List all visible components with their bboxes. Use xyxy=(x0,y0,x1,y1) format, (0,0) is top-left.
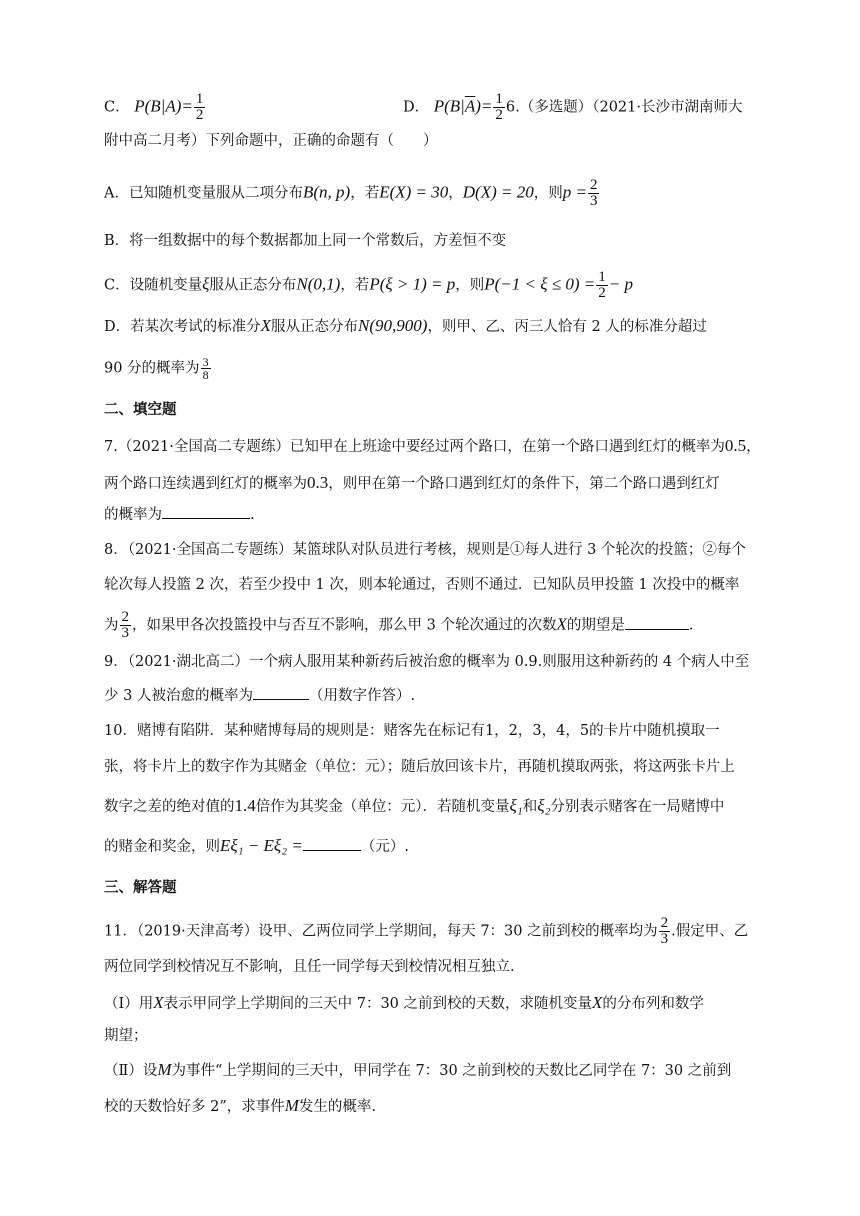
answer-blank[interactable] xyxy=(253,685,309,700)
denominator: 3 xyxy=(589,193,598,209)
math-expr: D(X) = 20 xyxy=(462,182,534,202)
text: ，则甲在第一个路口遇到红灯的条件下，第二个路口遇到红灯 xyxy=(328,476,720,492)
question-header: （多选题）（2021·长沙市湖南师大 xyxy=(519,99,743,116)
math-expr: )= xyxy=(475,96,493,116)
text: 校的天数恰好多 2”，求事件 xyxy=(104,1099,285,1115)
text: 服从正态分布 xyxy=(271,319,359,335)
q6-option-b: B．将一组数据中的每个数据都加上同一个常数后，方差恒不变 xyxy=(104,233,507,249)
text: 为 xyxy=(104,617,119,634)
text: 分别表示赌客在一局赌博中 xyxy=(550,799,725,815)
text: ，若 xyxy=(350,185,380,202)
text: ，则 xyxy=(533,185,563,202)
q11-line-2: 两位同学到校情况互不影响，且任一同学每天到校情况相互独立. xyxy=(104,959,515,975)
section-answer: 三、解答题 xyxy=(104,880,177,896)
text: 服从正态分布 xyxy=(209,277,297,294)
fraction xyxy=(493,92,505,123)
math-expr: P(B|A)= xyxy=(134,96,193,116)
text: ，则甲、乙、丙三人恰有 2 人的标准分超过 xyxy=(427,319,707,335)
q8-line-3 xyxy=(104,610,693,641)
math-number: 0.3 xyxy=(307,473,329,492)
option-label: D． xyxy=(403,99,430,116)
text: ，若 xyxy=(340,277,370,294)
numerator: 2 xyxy=(121,609,129,625)
text: 90 分的概率为 xyxy=(104,360,200,377)
fraction xyxy=(194,92,206,123)
text: 表示甲同学上学期间的三天中 7：30 之前到校的天数，求随机变量 xyxy=(163,996,593,1012)
numerator: 1 xyxy=(598,269,606,285)
numerator: 1 xyxy=(495,91,503,107)
q11-line-1 xyxy=(104,916,748,947)
text: 的期望是 xyxy=(566,617,625,634)
text: 和 xyxy=(522,799,538,815)
text: ， xyxy=(448,185,463,202)
text: （Ⅱ）设 xyxy=(104,1063,158,1079)
math-expr: ξ₂ xyxy=(537,796,551,815)
math-number: 0.5 xyxy=(724,436,747,455)
q11-line-5 xyxy=(104,1060,731,1081)
numerator: 2 xyxy=(589,177,598,193)
denominator: 3 xyxy=(660,931,669,947)
answer-blank[interactable] xyxy=(625,615,689,630)
fraction xyxy=(588,178,600,209)
text: 数字之差的绝对值的 xyxy=(104,799,235,815)
math-expr: X xyxy=(556,614,567,634)
q11-line-3 xyxy=(104,993,704,1014)
text: 11．（2019·天津高考）设甲、乙两位同学上学期间，每天 7：30 之前到校的概率均为 xyxy=(104,923,658,940)
math-expr: P(−1 < ξ ≤ 0) = xyxy=(484,274,596,294)
text: 的赌金和奖金，则 xyxy=(104,839,220,855)
math-expr: ξ₁ xyxy=(509,796,523,815)
math-expr-bar: $\overline{A}$ xyxy=(464,96,476,116)
q10-line-2: 张，将卡片上的数字作为其赌金（单位：元）；随后放回该卡片，再随机摸取两张，将这两张卡片上 xyxy=(104,759,735,775)
fraction xyxy=(201,356,211,381)
math-expr: P(B| xyxy=(433,96,465,116)
q11-line-6 xyxy=(104,1096,376,1117)
q10-line-3 xyxy=(104,796,724,817)
denominator: 2 xyxy=(598,285,606,301)
question-number: 6. xyxy=(505,99,520,116)
text: ，如果甲各次投篮投中与否互不影响，那么甲 3 个轮次通过的次数 xyxy=(132,617,557,634)
math-expr: M xyxy=(284,1096,299,1115)
q7-line-1 xyxy=(104,436,761,457)
denominator: 3 xyxy=(121,625,129,641)
option-label: C． xyxy=(104,99,130,116)
math-expr: X xyxy=(260,316,272,335)
math-expr: Eξ₁ − Eξ₂ = xyxy=(220,836,303,855)
text: 的分布列和数学 xyxy=(602,996,704,1012)
denominator: 8 xyxy=(202,368,209,382)
text: （用数字作答）. xyxy=(308,688,416,704)
math-expr: M xyxy=(157,1060,172,1079)
fraction xyxy=(596,270,608,301)
text: . xyxy=(250,507,255,523)
text: 7.（2021·全国高二专题练）已知甲在上班途中要经过两个路口，在第一个路口遇到红灯的概率为 xyxy=(104,439,725,455)
q9-line-2 xyxy=(104,685,415,706)
math-expr: ξ xyxy=(202,274,210,294)
text: ， xyxy=(746,439,761,455)
math-expr: X xyxy=(153,993,164,1012)
q6-option-a xyxy=(104,178,600,209)
answer-blank[interactable] xyxy=(303,836,361,851)
q10-line-1: 10．赌博有陷阱．某种赌博每局的规则是：赌客先在标记有1，2，3，4，5的卡片中随机摸取一 xyxy=(104,723,720,739)
math-expr: − p xyxy=(608,274,633,294)
text: （元）. xyxy=(360,839,409,855)
q6-option-c xyxy=(104,270,633,301)
text: .假定甲、乙 xyxy=(671,923,749,940)
fraction xyxy=(659,916,671,947)
q6-header-cont: 附中高二月考）下列命题中，正确的命题有（ ） xyxy=(104,133,438,149)
math-expr: E(X) = 30 xyxy=(379,182,449,202)
numerator: 3 xyxy=(202,355,209,369)
math-number: 1.4 xyxy=(234,796,256,815)
text: 倍作为其奖金（单位：元）．若随机变量 xyxy=(255,799,510,815)
numerator: 1 xyxy=(195,91,204,107)
q8-line-2: 轮次每人投篮 2 次，若至少投中 1 次，则本轮通过，否则不通过．已知队员甲投篮 1 次投中的概率 xyxy=(104,577,740,593)
text: C．设随机变量 xyxy=(104,277,203,294)
q6-option-d-cont xyxy=(104,356,212,381)
text: D．若某次考试的标准分 xyxy=(104,319,261,335)
denominator: 2 xyxy=(495,107,503,123)
text: 为事件“上学期间的三天中，甲同学在 7：30 之前到校的天数比乙同学在 7：30 之前到 xyxy=(171,1063,732,1079)
text: 发生的概率. xyxy=(298,1099,377,1115)
q9-line-1: 9．（2021·湖北高二）一个病人服用某种新药后被治愈的概率为 0.9.则服用这种新药的 4 个病人中至 xyxy=(104,654,750,670)
q10-line-4 xyxy=(104,836,409,857)
q5-option-d xyxy=(403,92,743,123)
math-expr: p = xyxy=(562,182,587,202)
math-expr: N(90,900) xyxy=(358,316,428,335)
section-fill-in: 二、填空题 xyxy=(104,402,177,418)
text: （Ⅰ）用 xyxy=(104,996,154,1012)
answer-blank[interactable] xyxy=(162,504,250,519)
math-expr: X xyxy=(592,993,603,1012)
text: . xyxy=(688,617,694,634)
q5-option-c xyxy=(104,92,206,123)
q6-option-d xyxy=(104,316,707,337)
text: ，则 xyxy=(455,277,485,294)
q11-line-4: 期望； xyxy=(104,1028,148,1044)
denominator: 2 xyxy=(195,107,204,123)
text: 少 3 人被治愈的概率为 xyxy=(104,688,253,704)
fraction xyxy=(120,610,132,641)
q8-line-1: 8．（2021·全国高二专题练）某篮球队对队员进行考核，规则是①每人进行 3 个轮次的投篮；②每个 xyxy=(104,542,746,558)
text: 两个路口连续遇到红灯的概率为 xyxy=(104,476,307,492)
math-expr: N(0,1) xyxy=(296,274,341,294)
q7-line-3 xyxy=(104,504,255,525)
math-expr: B(n, p) xyxy=(302,182,351,202)
numerator: 2 xyxy=(660,915,669,931)
text: 的概率为 xyxy=(104,507,162,523)
text: A．已知随机变量服从二项分布 xyxy=(104,185,303,202)
q7-line-2 xyxy=(104,473,720,494)
math-expr: P(ξ > 1) = p xyxy=(369,274,456,294)
